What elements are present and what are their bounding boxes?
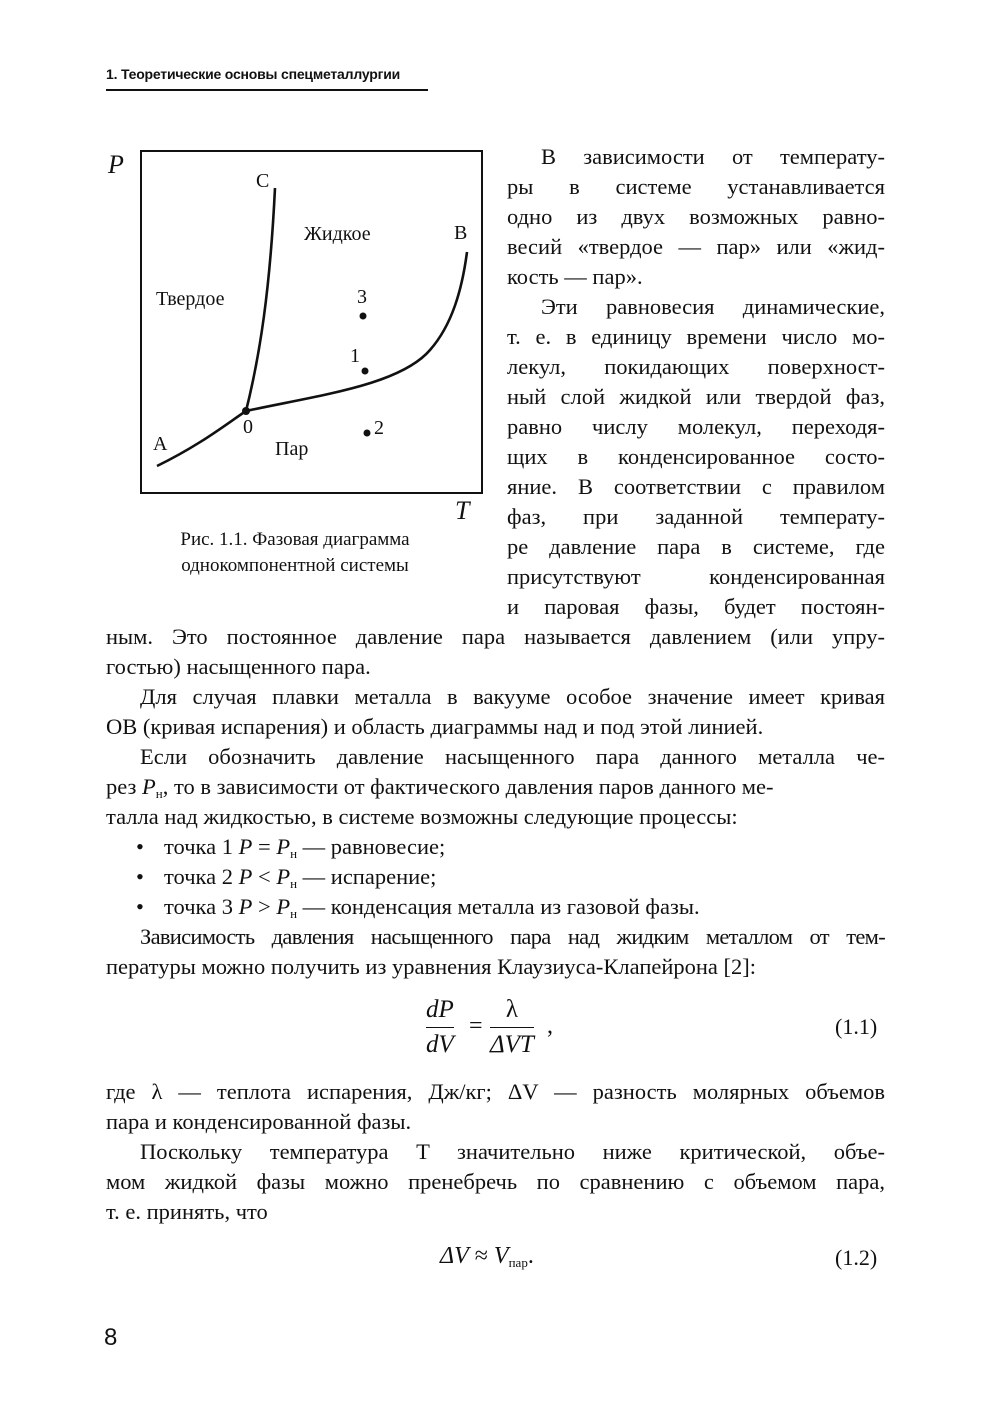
var-p: P bbox=[276, 834, 291, 859]
text-fragment: точка 1 bbox=[164, 834, 239, 859]
text-line: Поскольку температура T значительно ниже критической, объе- bbox=[140, 1139, 885, 1164]
paragraph-7 bbox=[106, 1137, 885, 1227]
paragraph-6 bbox=[106, 1077, 885, 1137]
region-label-solid: Твердое bbox=[156, 288, 225, 310]
eq1-equals: = bbox=[469, 1013, 483, 1039]
text-line: талла над жидкостью, в системе возможны следующие процессы: bbox=[106, 804, 738, 829]
curve-ob-evaporation bbox=[246, 252, 467, 411]
text-fragment: рез bbox=[106, 774, 143, 799]
operator: < bbox=[252, 864, 277, 889]
text-line: Зависимость давления насыщенного пара над жидким металлом от тем- bbox=[140, 924, 885, 949]
eq2-number: (1.2) bbox=[835, 1245, 878, 1270]
text-line: одно из двух возможных равно- bbox=[507, 204, 885, 229]
paragraph-4 bbox=[106, 742, 885, 832]
var-p: P bbox=[276, 864, 291, 889]
eq2-subscript: пар bbox=[508, 1255, 528, 1270]
curve-ao-sublimation bbox=[157, 411, 246, 466]
phase-diagram-figure bbox=[100, 140, 490, 580]
text-line: ным. Это постоянное давление пара называется давлением (или упру- bbox=[106, 624, 885, 649]
eq1-number: (1.1) bbox=[835, 1014, 878, 1039]
operator: > bbox=[252, 894, 277, 919]
phase-diagram-svg bbox=[100, 140, 490, 540]
text-line: Если обозначить давление насыщенного пара данного металла че- bbox=[140, 744, 885, 769]
curve-label-a: A bbox=[153, 433, 168, 455]
text-fragment: — равновесие; bbox=[297, 834, 446, 859]
eq2-lhs: ΔV bbox=[440, 1243, 469, 1269]
text-fragment: , то в зависимости от фактического давления паров данного ме- bbox=[162, 774, 774, 799]
text-line bbox=[106, 772, 885, 802]
text-line: и паровая фазы, будет постоян- bbox=[507, 594, 885, 619]
text-line: ры в системе устанавливается bbox=[507, 174, 885, 199]
point-1-marker bbox=[362, 368, 369, 375]
text-fragment: — испарение; bbox=[297, 864, 437, 889]
text-line: щих в конденсированное состо- bbox=[507, 444, 885, 469]
text-line: OB (кривая испарения) и область диаграммы над и под этой линией. bbox=[106, 714, 764, 739]
eq1-denominator-left: dV bbox=[426, 1031, 454, 1058]
bullet-marker: • bbox=[136, 834, 144, 859]
var-p: P bbox=[238, 864, 253, 889]
page-number: 8 bbox=[104, 1324, 118, 1351]
text-line: лекул, покидающих поверхност- bbox=[507, 354, 885, 379]
paragraph-5 bbox=[106, 922, 885, 982]
fraction-bar bbox=[490, 1027, 534, 1028]
var-p: P bbox=[238, 834, 253, 859]
curve-oc-melting bbox=[246, 188, 275, 411]
text-line: В зависимости от температу- bbox=[541, 144, 885, 169]
curve-label-c: C bbox=[256, 170, 270, 192]
fraction-bar bbox=[426, 1027, 454, 1028]
var-p: P bbox=[276, 894, 291, 919]
eq1-right-fraction bbox=[490, 995, 534, 1060]
point-label-2: 2 bbox=[374, 417, 384, 439]
bullet-list bbox=[106, 832, 885, 922]
bullet-marker: • bbox=[136, 864, 144, 889]
point-3-marker bbox=[360, 313, 367, 320]
var-p: P bbox=[142, 774, 156, 799]
subscript-n: н bbox=[290, 906, 298, 921]
text-line: Эти равновесия динамические, bbox=[541, 294, 885, 319]
running-head: 1. Теоретические основы спецметаллургии bbox=[106, 66, 428, 91]
paragraph-3 bbox=[106, 682, 885, 742]
text-line: ре давление пара в системе, где bbox=[507, 534, 885, 559]
eq2-rhs: V bbox=[493, 1243, 509, 1269]
text-line: ный слой жидкой или твердой фаз, bbox=[507, 384, 885, 409]
text-line: Для случая плавки металла в вакууме особое значение имеет кривая bbox=[140, 684, 885, 709]
axis-label-t: T bbox=[455, 496, 470, 525]
var-p: P bbox=[238, 894, 253, 919]
eq1-left-fraction bbox=[426, 995, 454, 1060]
axis-label-p: P bbox=[108, 150, 124, 179]
caption-line-1: Рис. 1.1. Фазовая диаграмма bbox=[180, 529, 410, 550]
text-line: равно числу молекул, переходя- bbox=[507, 414, 885, 439]
text-line: мом жидкой фазы можно пренебречь по сравнению с объемом пара, bbox=[106, 1169, 885, 1194]
text-line: пара и конденсированной фазы. bbox=[106, 1109, 412, 1134]
diagram-frame bbox=[141, 151, 482, 493]
point-label-0: 0 bbox=[243, 416, 253, 438]
paragraph-2 bbox=[507, 292, 885, 622]
subscript-n: н bbox=[155, 786, 163, 801]
eq1-numerator-right: λ bbox=[505, 996, 518, 1023]
eq1-denominator-right: ΔVT bbox=[490, 1031, 534, 1058]
paragraph-2-continued bbox=[106, 622, 885, 682]
eq2-period: . bbox=[527, 1243, 534, 1269]
list-item bbox=[106, 862, 885, 892]
bullet-marker: • bbox=[136, 894, 144, 919]
point-2-marker bbox=[364, 430, 371, 437]
region-label-liquid: Жидкое bbox=[304, 223, 371, 245]
caption-line-2: однокомпонентной системы bbox=[181, 555, 409, 576]
eq2-operator: ≈ bbox=[468, 1243, 494, 1269]
text-line: яние. В соответствии с правилом bbox=[507, 474, 885, 499]
text-fragment: точка 3 bbox=[164, 894, 239, 919]
region-label-vapor: Пар bbox=[275, 438, 309, 460]
point-label-1: 1 bbox=[350, 345, 360, 367]
text-line: гостью) насыщенного пара. bbox=[106, 654, 371, 679]
paragraph-1 bbox=[507, 142, 885, 292]
point-label-3: 3 bbox=[357, 286, 367, 308]
text-line: присутствуют конденсированная bbox=[507, 564, 885, 589]
triple-point-0 bbox=[242, 407, 250, 415]
subscript-n: н bbox=[290, 876, 298, 891]
text-fragment: точка 2 bbox=[164, 864, 239, 889]
text-line: кость — пар». bbox=[507, 264, 643, 289]
eq2-expression bbox=[440, 1243, 534, 1271]
text-line: где λ — теплота испарения, Дж/кг; ΔV — разность молярных объемов bbox=[106, 1079, 885, 1104]
text-line: фаз, при заданной температу- bbox=[507, 504, 885, 529]
list-item bbox=[106, 892, 885, 922]
list-item bbox=[106, 832, 885, 862]
figure-caption bbox=[140, 527, 450, 579]
eq1-comma: , bbox=[547, 1013, 553, 1039]
text-line: т. е. принять, что bbox=[106, 1199, 268, 1224]
text-line: весий «твердое — пар» или «жид- bbox=[507, 234, 885, 259]
text-fragment: — конденсация металла из газовой фазы. bbox=[297, 894, 700, 919]
text-line: пературы можно получить из уравнения Клаузиуса-Клапейрона [2]: bbox=[106, 954, 757, 979]
text-line: т. е. в единицу времени число мо- bbox=[507, 324, 885, 349]
subscript-n: н bbox=[290, 846, 298, 861]
operator: = bbox=[252, 834, 277, 859]
eq1-numerator-left: dP bbox=[426, 996, 454, 1023]
curve-label-b: B bbox=[454, 222, 468, 244]
